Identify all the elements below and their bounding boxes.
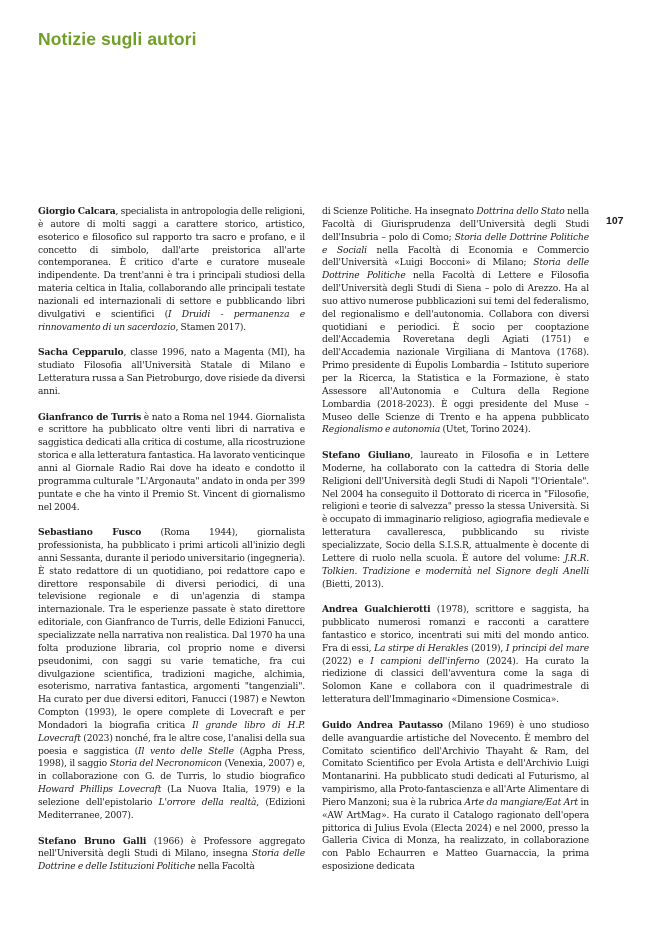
italic-title: L'orrore della realtà: [158, 797, 257, 808]
bio-text: (Roma 1944), giornalista professionista, ha pubblicato i primi articoli all'inizio degli anni Sessanta, durante il periodo universitario (ingegneria). È stato redattore di un quotidiano, poi redattore capo e direttore responsabile di diversi periodici, di una televisione regionale e di un'agenzia di stampa internazionale. Tra le esperienze passate è stato direttore editoriale, con Gianfranco de Turris, delle Edizioni Fanucci, specializzate nella narrativa non realistica. Dal 1970 ha una folta produzione libraria, col proprio nome e diversi pseudonimi, con saggi su varie tematiche, fra cui divulgazione scientifica, tradizioni magiche, alchimia, esoterismo, narrativa fantastica, argomenti "tangenziali". Ha curato per due diversi editori, Fanucci (1987) e Newton Compton (1993), le opere complete di Lovecraft e per Mondadori la biografia critica: [38, 528, 305, 731]
author-bio: [322, 720, 589, 874]
author-bio: [38, 347, 305, 398]
bio-text: (La Nuova Italia, 1979) e la selezione dell'epistolario: [38, 785, 305, 808]
bio-text: nella Facoltà di Lettere e Filosofia dell'Università degli Studi di Siena – polo di Arezzo. Ha al suo attivo numerose pubblicazioni sui temi del federalismo, del regionalismo e dell'autonomia. Collabora con diversi quotidiani e periodici. È socio per cooptazione dell'Accademia Roveretana degli Agiati (1751) e dell'Accademia nazionale Virgiliana di Mantova (1768). Primo presidente di Éupolis Lombardia – Istituto superiore per la Ricerca, la Statistica e la Formazione, è stato Assessore all'Autonomia e Cultura della Regione Lombardia (2018-2023). È oggi presidente del Muse – Museo delle Scienze di Trento e ha appena pubblicato: [322, 271, 590, 423]
italic-title: I principi del mare: [505, 643, 589, 654]
author-bio: [322, 206, 589, 437]
left-column: [38, 206, 305, 887]
bio-text: , laureato in Filosofia e in Lettere Moderne, ha collaborato con la cattedra di Storia delle Religioni dell'Università degli Studi di Napoli "l'Orientale". Nel 2004 ha conseguito il Dottorato di ricerca in "Filosofie, religioni e teorie di salvezza" presso la stessa Università. Si è occupato di immaginario religioso, agiografia medievale e letteratura cavalleresca, pubblicando su riviste specializzate, Socio della S.I.S.R, attualmente è docente di Lettere di ruolo nella scuola. È autore del volume:: [322, 451, 589, 564]
italic-title: Il vento delle Stelle: [138, 746, 234, 757]
page-number: 107: [606, 215, 624, 227]
italic-title: Storia del Necronomicon: [109, 759, 222, 770]
author-name: Gianfranco de Turris: [38, 411, 142, 423]
italic-title: J.R.R. Tolkien. Tradizione e modernità nel Signore degli Anelli: [322, 553, 589, 577]
author-name: Stefano Bruno Galli: [38, 835, 147, 847]
bio-text: (Utet, Torino 2024).: [440, 425, 531, 436]
italic-title: La stirpe di Herakles: [374, 643, 469, 654]
author-name: Sebastiano Fusco: [38, 527, 142, 539]
bio-text: (Agpha Press, 1998), il saggio: [38, 746, 305, 770]
author-bio: [38, 836, 305, 875]
bio-text: , specialista in antropologia delle religioni, è autore di molti saggi a carattere storico, artistico, esoterico e filosofico sul rapporto tra sacro e profano, e il concetto di simbolo, dall'arte preistorica all'arte contemporanea. È critico d'arte e curatore museale indipendente. Da trent'anni è tra i principali studiosi della materia celtica in Italia, collaborando alle principali testate nazionali ed internazionali di settore e pubblicando libri divulgativi e scientifici (: [38, 207, 305, 320]
author-bio: [322, 604, 589, 707]
bio-text: (2024). Ha curato la riedizione di classici dell'avventura come la saga di Solomon Kane e collabora con il quadrimestrale di letteratura dell'Immaginario «Dimensione Cosmica».: [322, 656, 589, 706]
italic-title: Regionalismo e autonomia: [322, 425, 441, 436]
italic-title: Storia delle Dottrine e delle Istituzioni Politiche: [38, 849, 306, 873]
page-title: Notizie sugli autori: [38, 29, 197, 49]
bio-text: nella Facoltà di Economia e Commercio dell'Università «Luigi Bocconi» di Milano;: [322, 245, 589, 269]
bio-text: di Scienze Politiche. Ha insegnato: [322, 207, 477, 217]
bio-text: , (Edizioni Mediterranee, 2007).: [38, 797, 306, 821]
bio-text: (1966) è Professore aggregato nell'Università degli Studi di Milano, insegna: [38, 836, 305, 860]
italic-title: I campioni dell'inferno: [370, 656, 480, 667]
author-name: Stefano Giuliano: [322, 450, 411, 462]
italic-title: Storia delle Dottrine Politiche: [322, 258, 589, 282]
author-name: Sacha Cepparulo: [38, 347, 124, 359]
bio-text: in «AW ArtMag». Ha curato il Catalogo ragionato dell'opera pittorica di Julius Evola (Electa 2024) e nel 2000, presso la Galleria Civica di Monza, ha realizzato, in collaborazione con Pablo Echaurren e Matteo Guarnaccia, la prima esposizione dedicata: [322, 797, 589, 873]
bio-text: nella Facoltà di Giurisprudenza dell'Università degli Studi dell'Insubria – polo di Como;: [322, 207, 589, 243]
italic-title: Storia delle Dottrine Politiche e Sociali: [322, 232, 589, 256]
bio-text: (1978), scrittore e saggista, ha pubblicato numerosi romanzi e racconti a carattere fantastico e storico, incentrati sui miti del mondo antico. Fra di essi,: [322, 605, 589, 654]
bio-text: (2023) nonché, fra le altre cose, l'analisi della sua poesia e saggistica (: [38, 733, 305, 757]
bio-text: è nato a Roma nel 1944. Giornalista e scrittore ha pubblicato oltre venti libri di narrativa e saggistica dedicati alla critica di costume, alla ricostruzione storica e alla letteratura fantastica. Ha lavorato venticinque anni al Giornale Radio Rai dove ha ideato e condotto il programma culturale "L'Argonauta" andato in onda per 399 puntate e che ha vinto il Premio St. Vincent di giornalismo nel 2004.: [38, 412, 305, 513]
bio-text: (2022) e: [322, 656, 371, 667]
author-bio: [38, 412, 305, 515]
italic-title: Dottrina dello Stato: [476, 207, 565, 217]
bio-text: (Milano 1969) è uno studioso delle avanguardie artistiche del Novecento. È membro del Comitato scientifico dell'Archivio Thayaht & Ram, del Comitato Scientifico per Evola Artista e dell'Archivio Luigi Montanarini. Ha pubblicato studi dedicati al Futurismo, al vampirismo, alla Proto-fantascienza e all'Arte Alimentare di Piero Manzoni; sua è la rubrica: [322, 720, 589, 808]
bio-text: , Stamen 2017).: [175, 322, 247, 333]
author-name: Guido Andrea Pautasso: [322, 719, 443, 731]
author-bio: [38, 527, 305, 822]
author-bio: [38, 206, 305, 334]
author-name: Giorgio Calcara: [38, 206, 116, 217]
italic-title: Arte da mangiare/Eat Art: [464, 797, 578, 808]
italic-title: Il grande libro di H.P. Lovecraft: [38, 720, 305, 744]
bio-text: (Bietti, 2013).: [322, 579, 384, 590]
bio-text: , classe 1996, nato a Magenta (MI), ha studiato Filosofia all'Università Statale di Milano e Letteratura russa a San Pietroburgo, dove risiede da diversi anni.: [38, 348, 305, 397]
bio-text: nella Facoltà: [195, 862, 255, 873]
italic-title: Howard Phillips Lovecraft: [38, 785, 162, 796]
right-column: [322, 206, 589, 887]
author-name: Andrea Gualchierotti: [322, 604, 431, 616]
bio-text: (2019),: [468, 643, 506, 654]
bio-text: (Venexia, 2007) e, in collaborazione con G. de Turris, lo studio biografico: [38, 759, 305, 783]
italic-title: I Druidi - permanenza e rinnovamento di un sacerdozio: [38, 309, 305, 333]
author-bio: [322, 450, 589, 591]
